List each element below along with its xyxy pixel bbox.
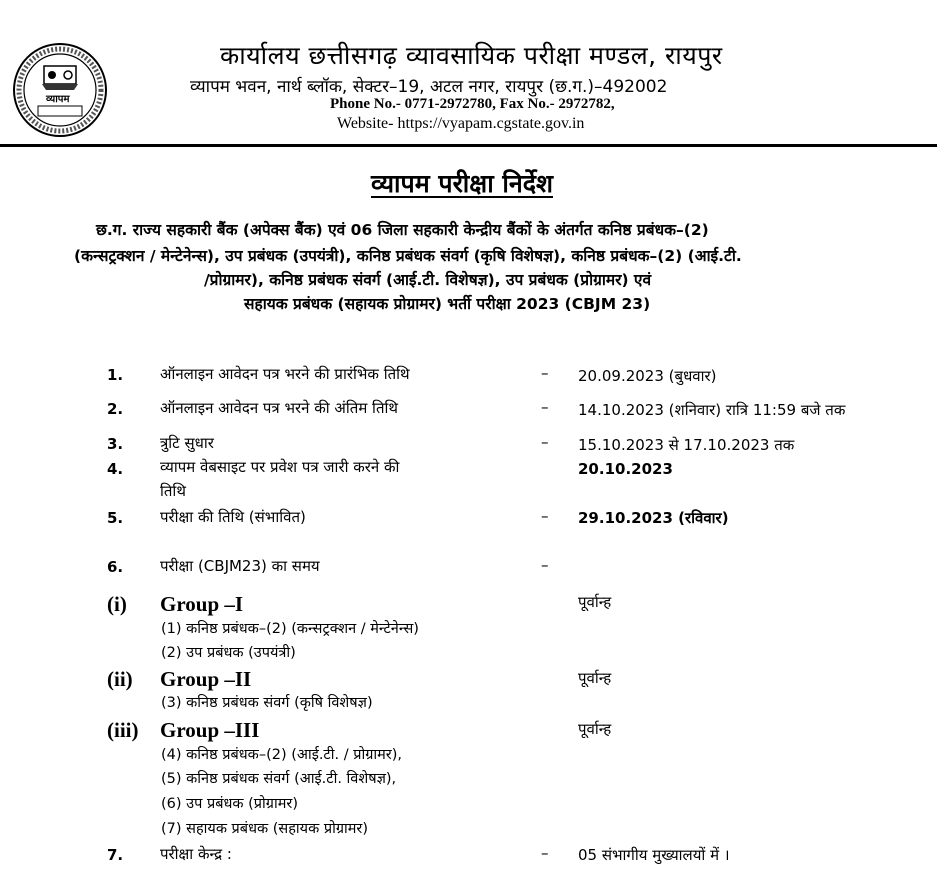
row-number: 3. xyxy=(107,435,124,453)
subtitle-line: /प्रोग्रामर), कनिष्ठ प्रबंधक संवर्ग (आई.टी. विशेषज्ञ), उप प्रबंधक (प्रोग्रामर) एवं xyxy=(204,271,652,289)
group-time: पूर्वान्ह xyxy=(578,720,612,738)
row-label: त्रुटि सुधार xyxy=(160,434,214,452)
row-value: 29.10.2023 (रविवार) xyxy=(578,509,729,527)
office-address: व्यापम भवन, नार्थ ब्लॉक, सेक्टर–19, अटल नगर, रायपुर (छ.ग.)–492002 xyxy=(190,77,668,97)
row-number: 1. xyxy=(107,366,124,384)
post-item: (7) सहायक प्रबंधक (सहायक प्रोग्रामर) xyxy=(161,821,369,837)
post-item: (3) कनिष्ठ प्रबंधक संवर्ग (कृषि विशेषज्ञ) xyxy=(161,695,373,711)
subtitle-line: छ.ग. राज्य सहकारी बैंक (अपेक्स बैंक) एवं 06 जिला सहकारी केन्द्रीय बैंकों के अंतर्गत कनिष्ठ प्रबंधक–(2) xyxy=(96,221,709,239)
group-number: (iii) xyxy=(107,718,139,742)
group-number: (i) xyxy=(107,592,127,616)
row-dash: – xyxy=(541,398,549,416)
row-value: 20.10.2023 xyxy=(578,460,673,478)
row-label: ऑनलाइन आवेदन पत्र भरने की प्रारंभिक तिथि xyxy=(160,365,410,383)
post-item: (2) उप प्रबंधक (उपयंत्री) xyxy=(161,645,296,661)
document-title: व्यापम परीक्षा निर्देश xyxy=(371,169,554,198)
post-item: (1) कनिष्ठ प्रबंधक–(2) (कन्सट्रक्शन / मेन्टेनेन्स) xyxy=(161,621,419,637)
office-website[interactable]: Website- https://vyapam.cgstate.gov.in xyxy=(337,115,585,132)
row-number: 6. xyxy=(107,558,124,576)
row-label: व्यापम वेबसाइट पर प्रवेश पत्र जारी करने की xyxy=(160,458,400,476)
logo-text: व्यापम xyxy=(46,94,70,105)
vyapam-logo xyxy=(12,42,108,138)
row-value: 14.10.2023 (शनिवार) रात्रि 11:59 बजे तक xyxy=(578,401,846,419)
group-time: पूर्वान्ह xyxy=(578,669,612,687)
row-dash: – xyxy=(541,507,549,525)
office-title: कार्यालय छत्तीसगढ़ व्यावसायिक परीक्षा मण्डल, रायपुर xyxy=(220,41,723,70)
group-title: Group –III xyxy=(160,718,260,742)
row-dash: – xyxy=(541,844,549,862)
header-divider xyxy=(0,144,937,147)
row-value: 05 संभागीय मुख्यालयों में । xyxy=(578,846,730,864)
row-dash: – xyxy=(541,364,549,382)
row-label: परीक्षा की तिथि (संभावित) xyxy=(160,508,306,526)
row-dash: – xyxy=(541,433,549,451)
row-number: 7. xyxy=(107,846,124,864)
row-number: 5. xyxy=(107,509,124,527)
row-number: 4. xyxy=(107,460,124,478)
row-dash: – xyxy=(541,556,549,574)
post-item: (4) कनिष्ठ प्रबंधक–(2) (आई.टी. / प्रोग्रामर), xyxy=(161,747,403,763)
group-title: Group –I xyxy=(160,592,244,616)
post-item: (6) उप प्रबंधक (प्रोग्रामर) xyxy=(161,796,298,812)
group-time: पूर्वान्ह xyxy=(578,593,612,611)
row-label: तिथि xyxy=(160,482,186,500)
row-label: परीक्षा (CBJM23) का समय xyxy=(160,557,320,575)
group-title: Group –II xyxy=(160,667,252,691)
row-value: 20.09.2023 (बुधवार) xyxy=(578,367,717,385)
subtitle-line: सहायक प्रबंधक (सहायक प्रोग्रामर) भर्ती परीक्षा 2023 (CBJM 23) xyxy=(244,295,651,313)
row-number: 2. xyxy=(107,400,124,418)
post-item: (5) कनिष्ठ प्रबंधक संवर्ग (आई.टी. विशेषज्ञ), xyxy=(161,771,397,787)
office-phone: Phone No.- 0771-2972780, Fax No.- 2972782, xyxy=(330,96,615,112)
row-label: ऑनलाइन आवेदन पत्र भरने की अंतिम तिथि xyxy=(160,399,398,417)
subtitle-line: (कन्सट्रक्शन / मेन्टेनेन्स), उप प्रबंधक (उपयंत्री), कनिष्ठ प्रबंधक संवर्ग (कृषि विशेषज्ञ), कनिष्ठ प्रबंधक–(2) (आई.टी. xyxy=(74,247,742,265)
group-number: (ii) xyxy=(107,667,133,691)
row-value: 15.10.2023 से 17.10.2023 तक xyxy=(578,436,795,454)
row-label: परीक्षा केन्द्र : xyxy=(160,845,232,863)
